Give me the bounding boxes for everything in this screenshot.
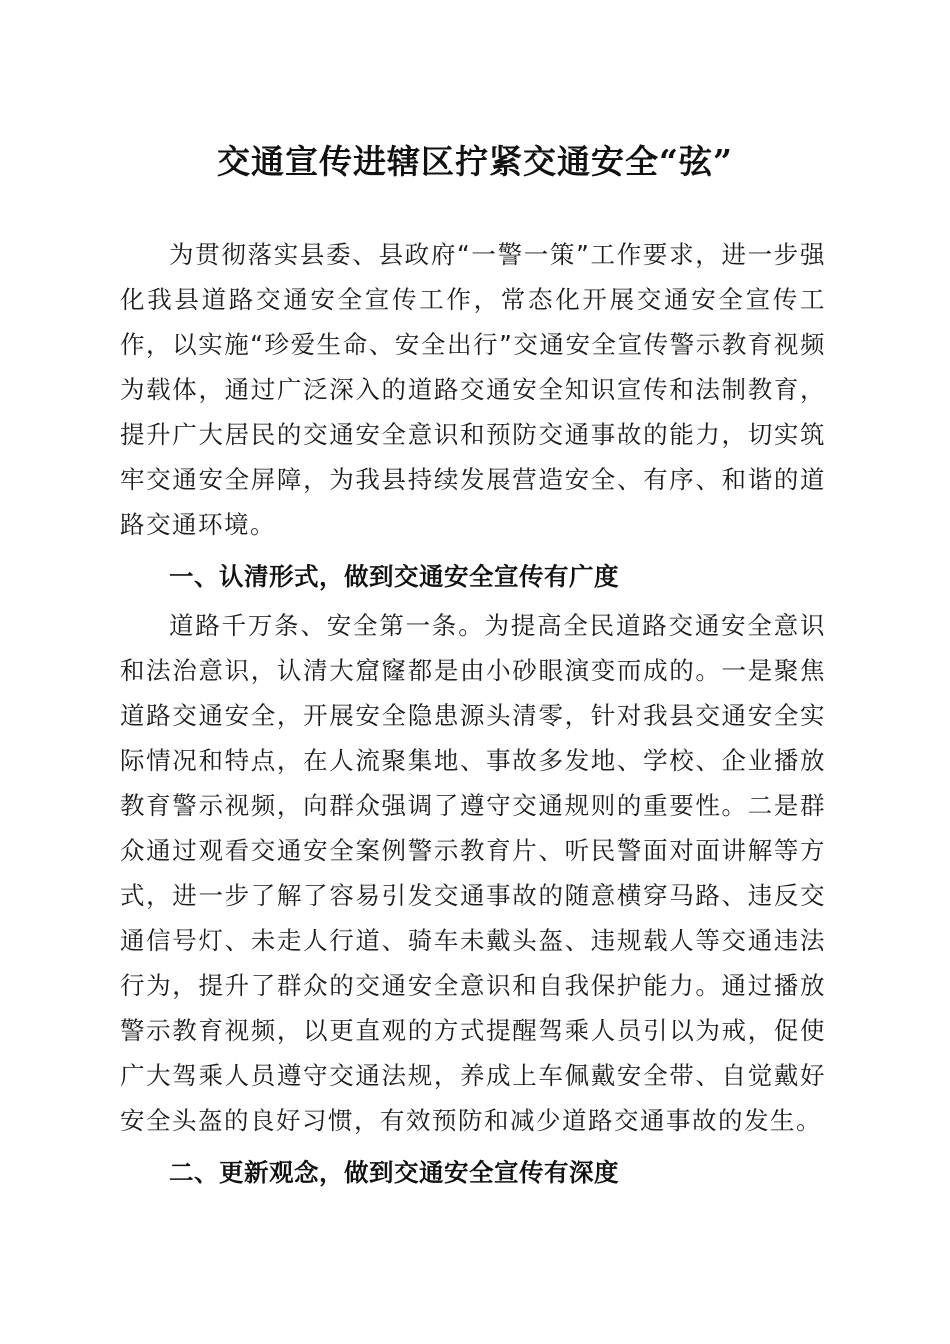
section-1-paragraph: 道路千万条、安全第一条。为提高全民道路交通安全意识和法治意识，认清大窟窿都是由小砂眼演变而成的。一是聚焦道路交通安全，开展安全隐患源头清零，针对我县交通安全实际情况和特点，在人流聚集地、事故多发地、学校、企业播放教育警示视频，向群众强调了遵守交通规则的重要性。二是群众通过观看交通安全案例警示教育片、听民警面对面讲解等方式，进一步了解了容易引发交通事故的随意横穿马路、违反交通信号灯、未走人行道、骑车未戴头盔、违规载人等交通违法行为，提升了群众的交通安全意识和自我保护能力。通过播放警示教育视频，以更直观的方式提醒驾乘人员引以为戒，促使广大驾乘人员遵守交通法规，养成上车佩戴安全带、自觉戴好安全头盔的良好习惯，有效预防和减少道路交通事故的发生。 bbox=[120, 611, 826, 1135]
section-heading-2: 二、更新观念，做到交通安全宣传有深度 bbox=[169, 1158, 619, 1187]
intro-paragraph: 为贯彻落实县委、县政府“一警一策”工作要求，进一步强化我县道路交通安全宣传工作，常态化开展交通安全宣传工作，以实施“珍爱生命、安全出行”交通安全宣传警示教育视频为载体，通过广泛深入的道路交通安全知识宣传和法制教育，提升广大居民的交通安全意识和预防交通事故的能力，切实筑牢交通安全屏障，为我县持续发展营造安全、有序、和谐的道路交通环境。 bbox=[120, 240, 826, 539]
document-body bbox=[120, 232, 826, 1199]
section-heading-1: 一、认清形式，做到交通安全宣传有广度 bbox=[169, 562, 619, 591]
document-title: 交通宣传进辖区拧紧交通安全“弦” bbox=[217, 142, 733, 181]
